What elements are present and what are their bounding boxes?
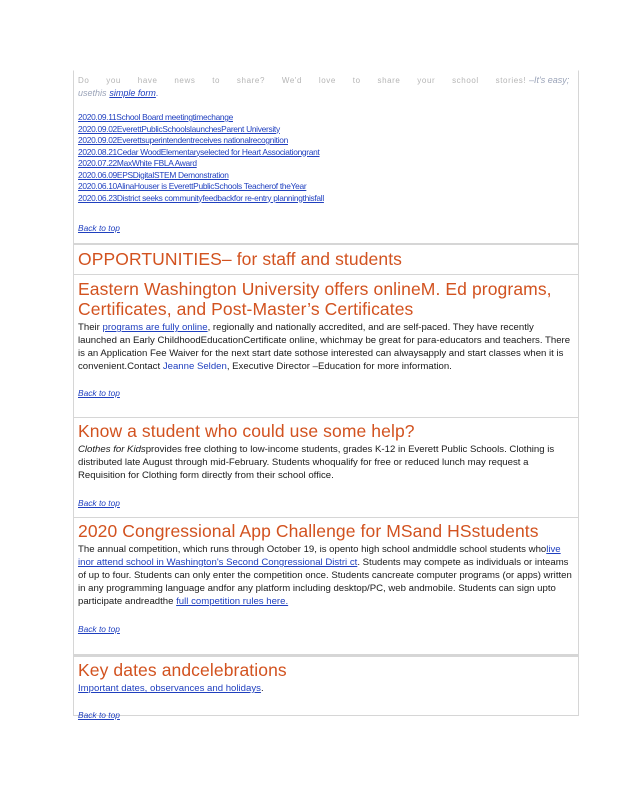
intro-period: .	[155, 89, 159, 98]
simple-form-link[interactable]: simple form	[109, 88, 156, 98]
newsletter-page	[73, 70, 579, 720]
news-list	[78, 112, 574, 204]
intro-easy: –It's easy; usethis	[78, 75, 570, 98]
competition-rules-link[interactable]: full competition rules here.	[176, 596, 289, 607]
help-body: Clothes for Kidsprovides free clothing to low-income students, grades K-12 in Everett Public Schools. Clothing is distributed late August through mid-February. Students whoqualify for free or reduced lunch may request a Requisition for Clothing form directly from their school office.	[78, 444, 555, 481]
back-to-top-link[interactable]: Back to top	[78, 388, 120, 398]
key-dates-section	[73, 655, 579, 720]
news-item[interactable]: 2020.09.02EverettPublicSchoolslaunchesParent University	[78, 123, 280, 134]
news-item[interactable]: 2020.06.10AlinaHouser is EverettPublicSchools Teacherof theYear	[78, 181, 307, 191]
ewu-body: Their programs are fully online, regionally and nationally accredited, and are self-paced. They have recently launched an Early ChildhoodEducationCertificate online, whichmay be great for para-educators and teachers. There is an Application Fee Waiver for the next start date sothose interested can alwaysapply and start classes when it is convenient.Contact Jeanne Selden, Executive Director –Education for more information.	[78, 322, 571, 372]
news-item[interactable]: 2020.06.23District seeks communityfeedbackfor re-entry planningthisfall	[78, 192, 324, 203]
app-challenge-section	[73, 518, 579, 655]
news-item[interactable]: 2020.08.21Cedar WoodElementaryselected for Heart Associationgrant	[78, 146, 320, 157]
news-item[interactable]: 2020.06.09EPSDigitalSTEM Demonstration	[78, 169, 229, 180]
intro-text	[78, 71, 574, 100]
news-item[interactable]: 2020.07.22MaxWhite FBLA Award	[78, 158, 197, 168]
news-section	[73, 70, 579, 244]
opportunities-section	[73, 244, 579, 275]
news-item[interactable]: 2020.09.02Everettsuperintendentreceives nationalrecognition	[78, 135, 288, 145]
back-to-top-link[interactable]: Back to top	[78, 710, 120, 720]
back-to-top-link[interactable]: Back to top	[78, 223, 120, 233]
district-link[interactable]: live inor attend school in Washington's Second Congressional Distri ct	[78, 544, 561, 568]
programs-online-link[interactable]: programs are fully online	[102, 322, 208, 333]
contact-link[interactable]: Jeanne Selden	[162, 361, 227, 372]
news-item[interactable]: 2020.09.11School Board meetingtimechange	[78, 112, 233, 122]
ewu-section	[73, 275, 579, 418]
app-challenge-heading: 2020 Congressional App Challenge for MSand HSstudents	[78, 521, 539, 541]
important-dates-link[interactable]: Important dates, observances and holidays	[78, 683, 261, 694]
help-section	[73, 418, 579, 518]
key-dates-body: Important dates, observances and holidays.	[78, 683, 264, 694]
intro-question: Do you have news to share? We'd love to share your school stories!	[78, 76, 527, 85]
opportunities-heading: OPPORTUNITIES– for staff and students	[78, 249, 403, 269]
key-dates-heading: Key dates andcelebrations	[78, 660, 287, 680]
back-to-top-link[interactable]: Back to top	[78, 624, 120, 634]
help-heading: Know a student who could use some help?	[78, 421, 415, 441]
back-to-top-link[interactable]: Back to top	[78, 498, 120, 508]
app-challenge-body: The annual competition, which runs through October 19, is opento high school andmiddle school students wholive inor attend school in Washington's Second Congressional Distri ct. Students may compete as individuals or inteams of up to four. Students can only enter the competition once. Students cancreate computer programs (or apps) written in any programming language andfor any platform including desktop/PC, web andmobile. Students can sign upto participate andreadthe full competition rules here.	[78, 544, 572, 607]
ewu-heading: Eastern Washington University offers onlineM. Ed programs, Certificates, and Post-Master’s Certificates	[78, 279, 552, 319]
